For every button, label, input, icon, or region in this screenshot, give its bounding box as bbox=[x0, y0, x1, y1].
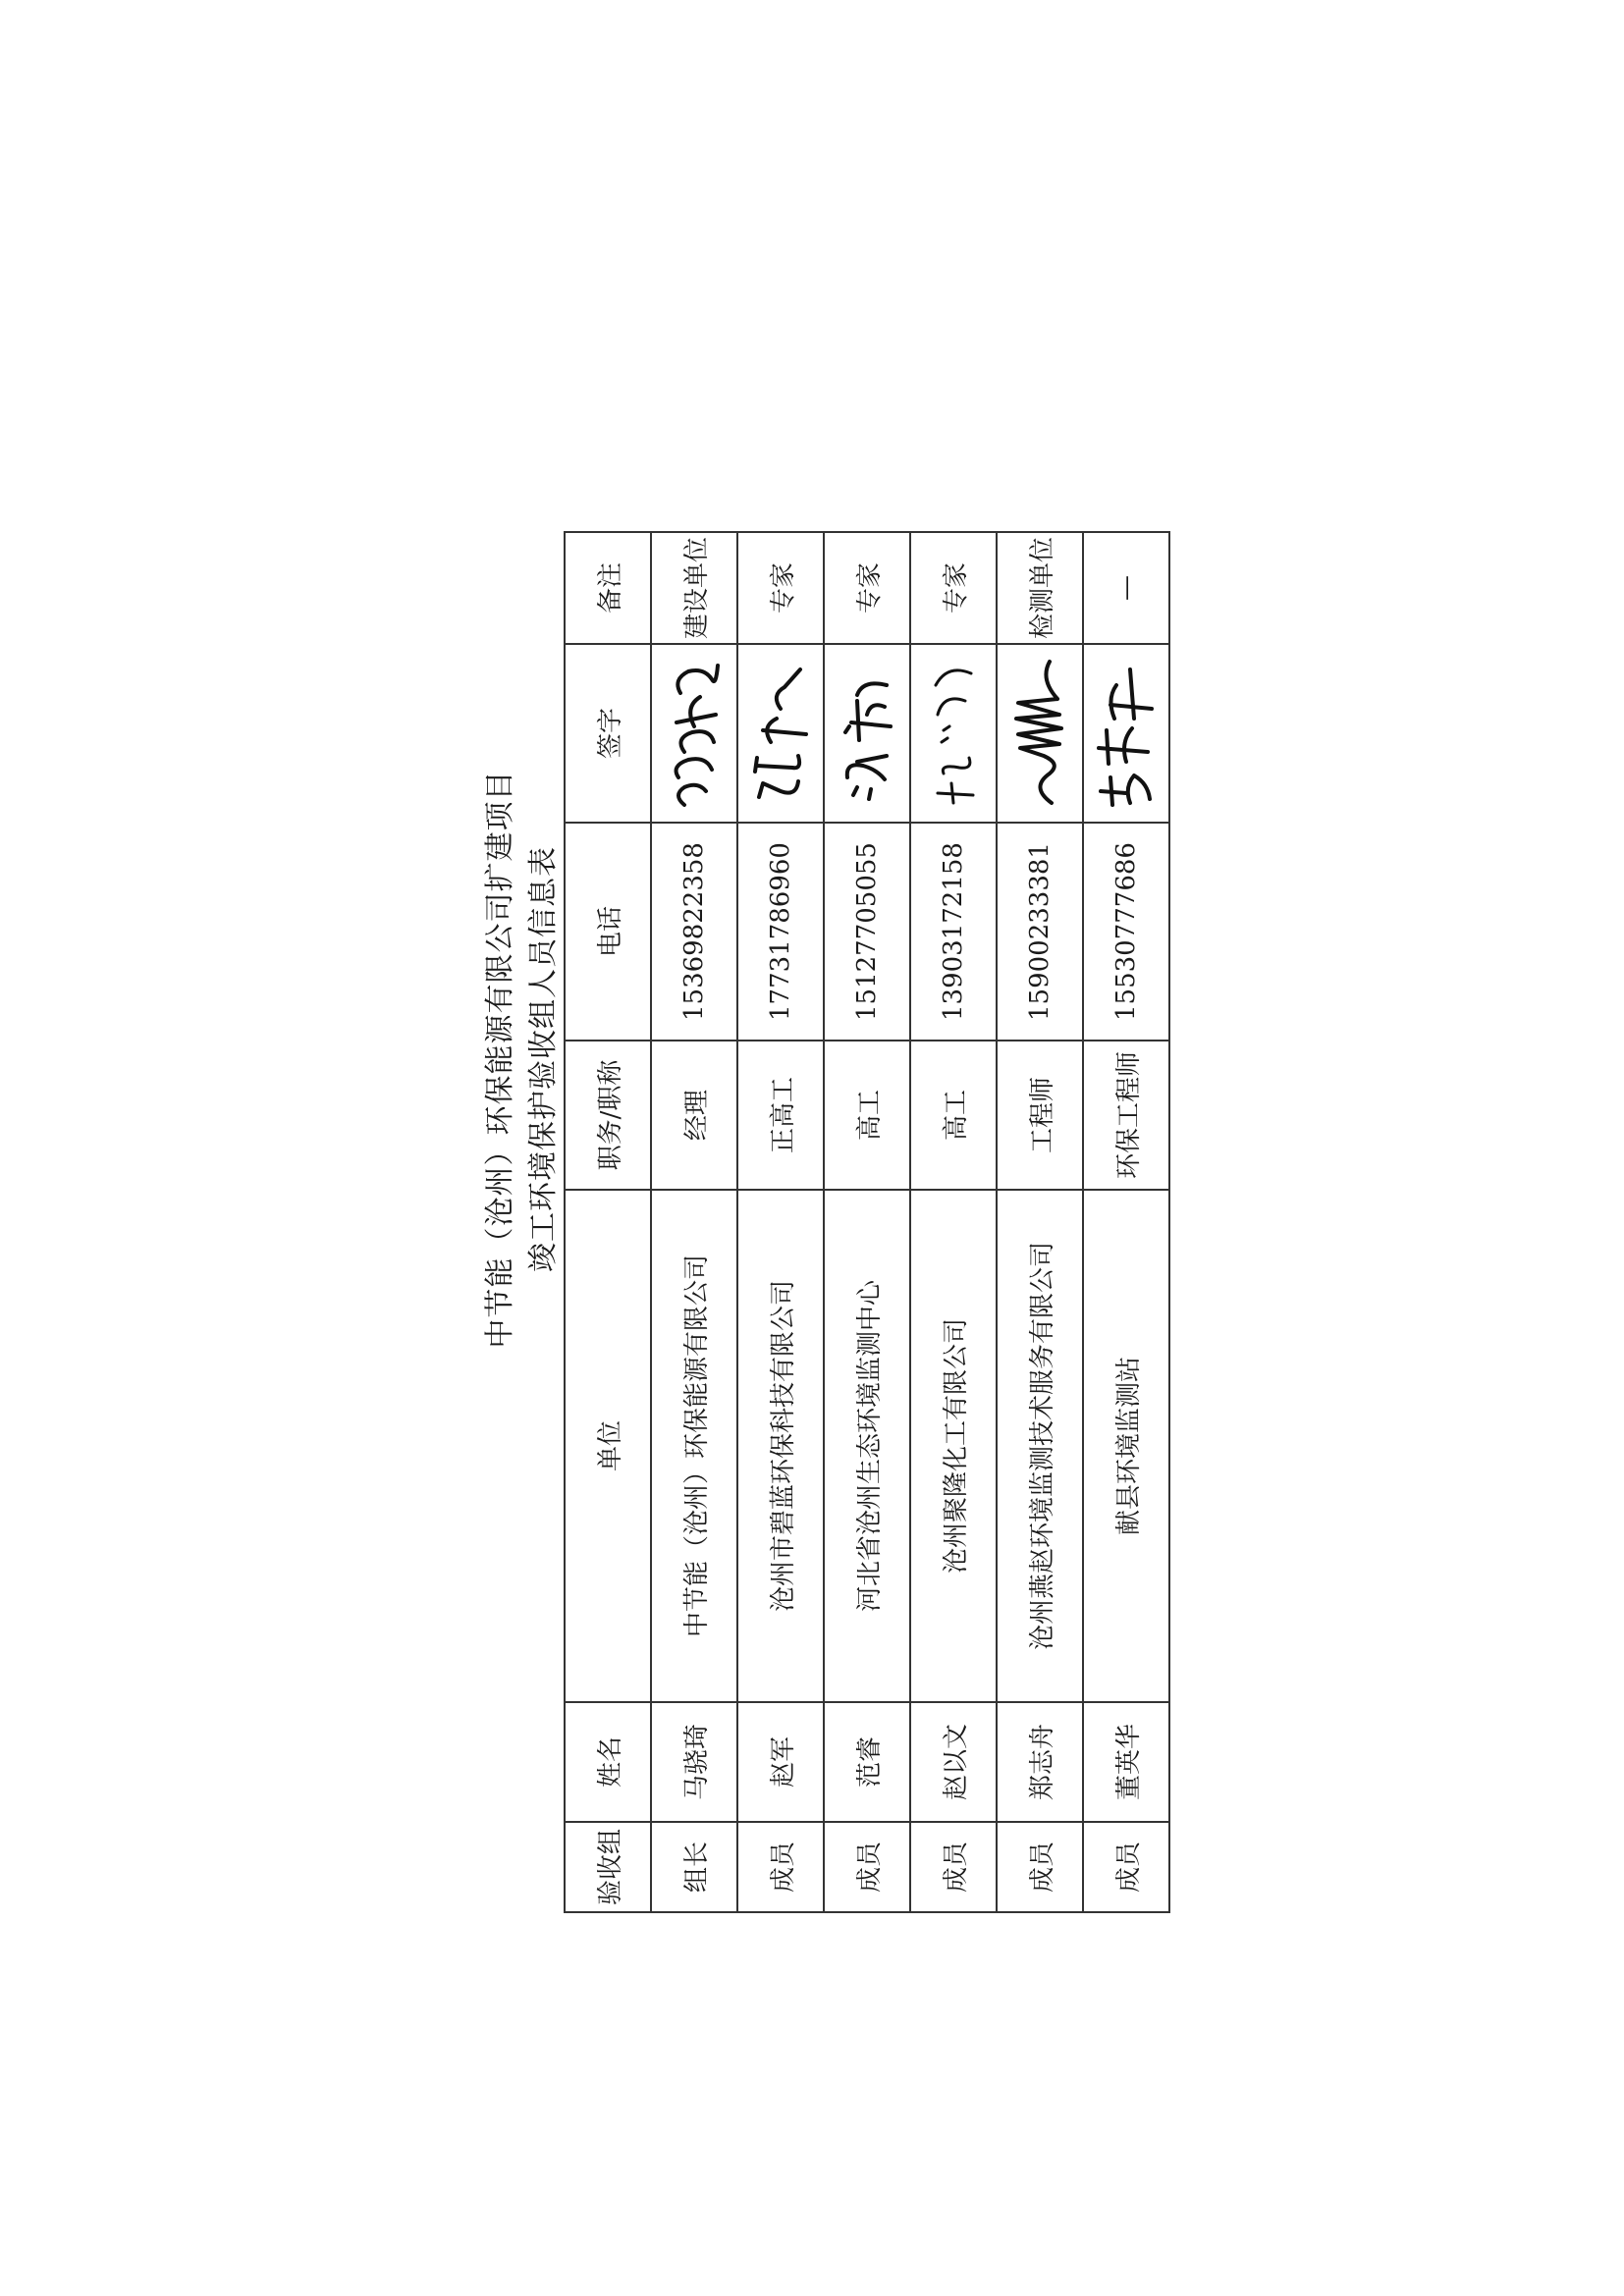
document-subtitle: 竣工环境保护验收组人员信息表 bbox=[526, 846, 561, 1272]
cell-remark: 专家 bbox=[824, 532, 910, 644]
cell-name: 赵以文 bbox=[910, 1702, 997, 1822]
cell-group: 成员 bbox=[824, 1822, 910, 1912]
table-header-row bbox=[565, 532, 651, 1912]
cell-phone: 15900233381 bbox=[997, 823, 1083, 1041]
cell-title: 高工 bbox=[910, 1041, 997, 1190]
header-name: 姓名 bbox=[565, 1702, 651, 1822]
cell-remark: 专家 bbox=[737, 532, 824, 644]
header-unit: 单位 bbox=[565, 1190, 651, 1702]
cell-unit: 沧州聚隆化工有限公司 bbox=[910, 1190, 997, 1702]
handwritten-signature bbox=[828, 650, 906, 817]
cell-remark: 检测单位 bbox=[997, 532, 1083, 644]
cell-title: 环保工程师 bbox=[1083, 1041, 1169, 1190]
handwritten-signature bbox=[655, 650, 733, 817]
cell-title: 正高工 bbox=[737, 1041, 824, 1190]
cell-signature bbox=[651, 644, 737, 823]
cell-group: 组长 bbox=[651, 1822, 737, 1912]
cell-signature bbox=[1083, 644, 1169, 823]
cell-name: 郑志舟 bbox=[997, 1702, 1083, 1822]
cell-phone: 17731786960 bbox=[737, 823, 824, 1041]
table-row bbox=[997, 532, 1083, 1912]
cell-phone: 15127705055 bbox=[824, 823, 910, 1041]
header-group: 验收组 bbox=[565, 1822, 651, 1912]
header-title: 职务/职称 bbox=[565, 1041, 651, 1190]
cell-remark: 专家 bbox=[910, 532, 997, 644]
cell-group: 成员 bbox=[1083, 1822, 1169, 1912]
cell-remark: 建设单位 bbox=[651, 532, 737, 644]
cell-name: 马骁琦 bbox=[651, 1702, 737, 1822]
table-row bbox=[824, 532, 910, 1912]
handwritten-signature bbox=[1087, 650, 1165, 817]
cell-phone: 15369822358 bbox=[651, 823, 737, 1041]
cell-title: 工程师 bbox=[997, 1041, 1083, 1190]
header-signature: 签字 bbox=[565, 644, 651, 823]
cell-group: 成员 bbox=[997, 1822, 1083, 1912]
handwritten-signature bbox=[914, 650, 993, 817]
table-row bbox=[651, 532, 737, 1912]
cell-name: 赵军 bbox=[737, 1702, 824, 1822]
cell-unit: 沧州市碧蓝环保科技有限公司 bbox=[737, 1190, 824, 1702]
cell-unit: 中节能（沧州）环保能源有限公司 bbox=[651, 1190, 737, 1702]
cell-name: 董英华 bbox=[1083, 1702, 1169, 1822]
cell-group: 成员 bbox=[910, 1822, 997, 1912]
cell-unit: 河北省沧州生态环境监测中心 bbox=[824, 1190, 910, 1702]
cell-title: 经理 bbox=[651, 1041, 737, 1190]
cell-remark: — bbox=[1083, 532, 1169, 644]
cell-signature bbox=[910, 644, 997, 823]
header-phone: 电话 bbox=[565, 823, 651, 1041]
acceptance-team-table bbox=[564, 531, 1170, 1913]
table-row bbox=[1083, 532, 1169, 1912]
cell-signature bbox=[737, 644, 824, 823]
rotated-page-content bbox=[463, 205, 1161, 1913]
handwritten-signature bbox=[1001, 650, 1079, 817]
cell-unit: 献县环境监测站 bbox=[1083, 1190, 1169, 1702]
cell-signature bbox=[997, 644, 1083, 823]
table-row bbox=[737, 532, 824, 1912]
handwritten-signature bbox=[741, 650, 820, 817]
cell-title: 高工 bbox=[824, 1041, 910, 1190]
table-row bbox=[910, 532, 997, 1912]
cell-phone: 13903172158 bbox=[910, 823, 997, 1041]
cell-unit: 沧州燕赵环境监测技术服务有限公司 bbox=[997, 1190, 1083, 1702]
document-title: 中节能（沧州）环保能源有限公司扩建项目 bbox=[483, 770, 517, 1349]
cell-signature bbox=[824, 644, 910, 823]
cell-phone: 15530777686 bbox=[1083, 823, 1169, 1041]
header-remark: 备注 bbox=[565, 532, 651, 644]
cell-group: 成员 bbox=[737, 1822, 824, 1912]
cell-name: 范睿 bbox=[824, 1702, 910, 1822]
